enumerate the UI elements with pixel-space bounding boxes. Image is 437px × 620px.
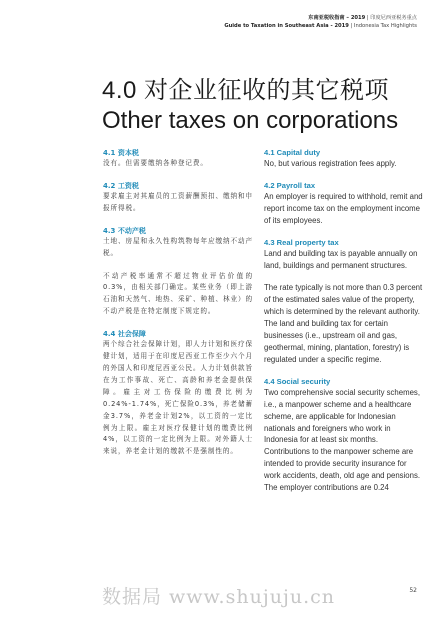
page-title-cn: 4.0 对企业征收的其它税项 xyxy=(102,77,390,104)
section-heading-capital-duty: 4.1 Capital duty xyxy=(264,148,321,157)
paragraph-payroll-tax-cn: 要求雇主对其雇员的工资薪酬预扣、缴纳和申报所得税。 xyxy=(103,191,253,212)
english-column xyxy=(264,148,424,494)
paragraph-social-security-cn: 两个综合社会保障计划，即人力计划和医疗保健计划，适用于在印度尼西亚工作至少六个月的外国人和印度尼西亚公民。人力计划供款旨在为工作事故、死亡、高龄和养老金提供保障。雇主对工伤保险的缴费比例为0.24%-1.74%，死亡保险0.3%，养老储蓄金3.7%，养老金计划2%，以工资的一定比例为上限。雇主对医疗保健计划的缴费比例4%，以工资的一定比例为上限。对外籍人士来说，养老金计划的缴款不是强制性的。 xyxy=(103,340,253,456)
paragraph-capital-duty-cn: 没有。但需要缴纳各种登记费。 xyxy=(103,159,208,167)
section-heading-payroll-tax-cn: 4.2 工资税 xyxy=(103,181,139,190)
paragraph-payroll-tax: An employer is required to withhold, remit and report income tax on the employment income of its employees. xyxy=(264,191,423,225)
page-title xyxy=(102,76,398,136)
page-number: 52 xyxy=(409,587,417,594)
header-line-cn: 东南亚税收指南 – 2019 | 印度尼西亚税务重点 xyxy=(308,15,417,21)
running-header xyxy=(224,14,417,30)
paragraph-property-tax-2: The rate typically is not more than 0.3 percent of the estimated sales value of the property, which is determined by the relevant authority. The land and building tax for certain businesses (i.e., upstream oil and gas, geothermal, mining, plantation, forestry) is regulated under a specific regime. xyxy=(264,283,423,364)
paragraph-capital-duty: No, but various registration fees apply. xyxy=(264,159,397,168)
header-line-en: Guide to Taxation in Southeast Asia - 2019 | Indonesia Tax Highlights xyxy=(224,23,417,29)
page-title-en: Other taxes on corporations xyxy=(102,107,399,134)
paragraph-property-tax-cn-2: 不动产税率通常不超过物业评估价值的0.3%，由相关部门确定。某些业务（即上游石油和天然气、地热、采矿、种植、林业）的不动产税是在特定制度下规定的。 xyxy=(103,271,253,316)
section-heading-capital-duty-cn: 4.1 资本税 xyxy=(103,149,139,157)
section-heading-payroll-tax: 4.2 Payroll tax xyxy=(264,180,316,190)
paragraph-social-security: Two comprehensive social security schemes, i.e., a manpower scheme and a healthcare scheme, are applicable for Indonesian nationals and foreigners who work in Indonesia for at least six months. Contributions to the manpower scheme are intended to provide security insurance for work accidents, death, old age and pensions. The employer contributions are 0.24 xyxy=(264,387,421,493)
section-heading-social-security-cn: 4.4 社会保障 xyxy=(103,330,146,339)
paragraph-property-tax-cn-1: 土地、房屋和永久性构筑物每年应缴纳不动产税。 xyxy=(103,236,253,257)
section-heading-property-tax-cn: 4.3 不动产税 xyxy=(103,226,146,235)
chinese-column xyxy=(103,148,253,458)
paragraph-property-tax-1: Land and building tax is payable annually on land, buildings and permanent structures. xyxy=(264,248,418,270)
section-heading-social-security: 4.4 Social security xyxy=(264,376,331,386)
watermark: 数据局 www.shujuju.cn xyxy=(101,586,335,608)
section-heading-property-tax: 4.3 Real property tax xyxy=(264,237,339,247)
